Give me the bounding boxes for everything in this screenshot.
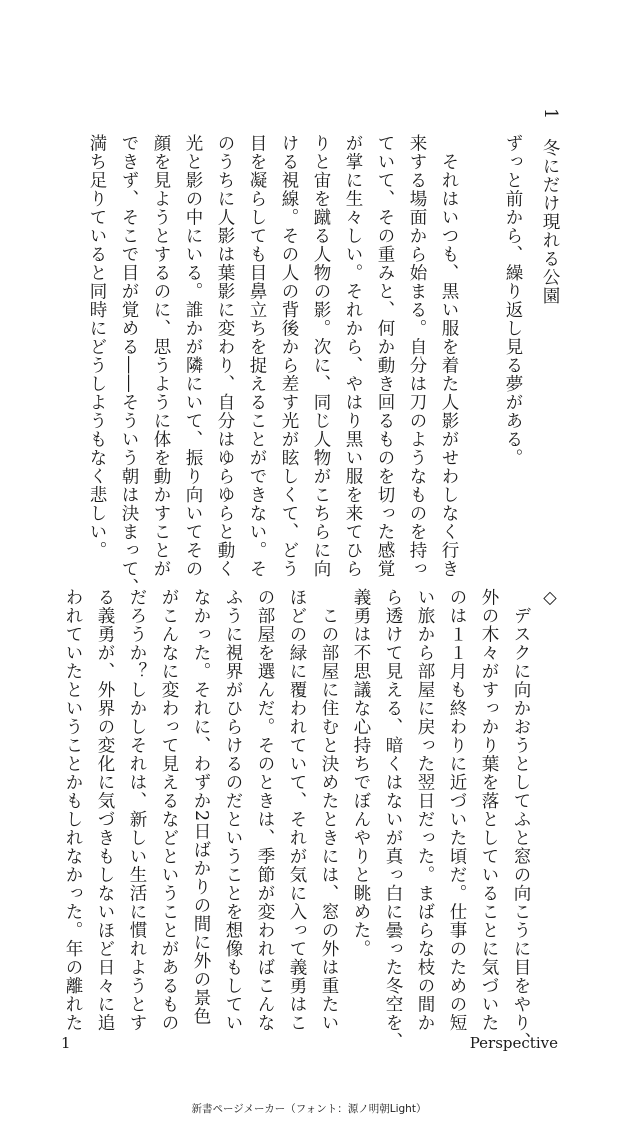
bottom-text-column: のは１１月も終わりに近づいた頃だ。仕事のための短 xyxy=(447,588,467,1032)
top-text-column xyxy=(465,134,497,534)
top-text-column: できず、そこで目が覚める――そういう朝は決まって、 xyxy=(119,134,139,597)
top-text-column: 顔を見ようとするのに、思うように体を動かすことが xyxy=(151,134,171,578)
bottom-text-column: ほどの緑に覆われていて、それが気に入って義勇はこ xyxy=(287,588,307,1032)
top-text-column: 目を凝らしても目鼻立ちを捉えることができない。そ xyxy=(247,134,267,578)
bottom-text-column: だろうか？しかしそれは、新しい生活に慣れようとす xyxy=(127,588,147,1032)
top-text-column: 満ち足りていると同時にどうしようもなく悲しい。 xyxy=(87,134,107,560)
top-text-column: ていて、その重みと、何か動き回るものを切った感覚 xyxy=(375,134,395,578)
bottom-text-column: なかった。それに、わずか2日ばかりの間に外の景色 xyxy=(191,588,211,1026)
bottom-text-column: の部屋を選んだ。そのときは、季節が変わればこんな xyxy=(255,588,275,1032)
top-text-column: 来する場面から始まる。自分は刀のようなものを持っ xyxy=(407,134,427,578)
page-number: 1 xyxy=(61,1034,71,1052)
top-text-column: が掌に生々しい。それから、やはり黒い服を来てひら xyxy=(343,134,363,578)
bottom-text-column: この部屋に住むと決めたときには、窓の外は重たい xyxy=(319,588,339,1032)
bottom-text-column: デスクに向かおうとしてふと窓の向こうに目をやり、 xyxy=(511,588,531,1051)
bottom-text-column: 義勇は不思議な心持ちでぼんやりと眺めた。 xyxy=(351,588,371,958)
top-text-column: それはいつも、黒い服を着た人影がせわしなく行き xyxy=(439,134,459,578)
top-text-column: りと宙を蹴る人物の影。次に、同じ人物がこちらに向 xyxy=(311,134,331,578)
section-break-ornament: ◇ xyxy=(540,588,560,609)
credit-caption: 新書ページメーカー（フォント：源ノ明朝Light） xyxy=(191,1103,427,1115)
bottom-text-column: い旅から部屋に戻った翌日だった。まばらな枝の間か xyxy=(415,588,435,1032)
top-text-block xyxy=(81,134,529,597)
top-text-column: のうちに人影は葉影に変わり、自分はゆらゆらと動く xyxy=(215,134,235,578)
bottom-text-column: る義勇が、外界の変化に気づきもしないほど日々に追 xyxy=(95,588,115,1032)
top-text-column: ける視線。その人の背後から差す光が眩しくて、どう xyxy=(279,134,299,578)
bottom-text-column: われていたということかもしれなかった。年の離れた xyxy=(63,588,83,1032)
bottom-text-column: 外の木々がすっかり葉を落としていることに気づいた xyxy=(479,588,499,1032)
bottom-text-column: ふうに視界がひらけるのだということを想像もしてい xyxy=(223,588,243,1032)
running-title: Perspective xyxy=(469,1034,558,1052)
chapter-heading-text: 1 冬にだけ現れる公園 xyxy=(540,108,560,306)
bottom-text-column: ら透けて見える、暗くはないが真っ白に曇った冬空を、 xyxy=(383,588,403,1051)
bottom-text-column: がこんなに変わって見えるなどということがあるもの xyxy=(159,588,179,1032)
top-text-column: 光と影の中にいる。誰かが隣にいて、振り向いてその xyxy=(183,134,203,578)
chapter-heading xyxy=(534,108,566,528)
top-text-column: ずっと前から、繰り返し見る夢がある。 xyxy=(503,134,523,467)
